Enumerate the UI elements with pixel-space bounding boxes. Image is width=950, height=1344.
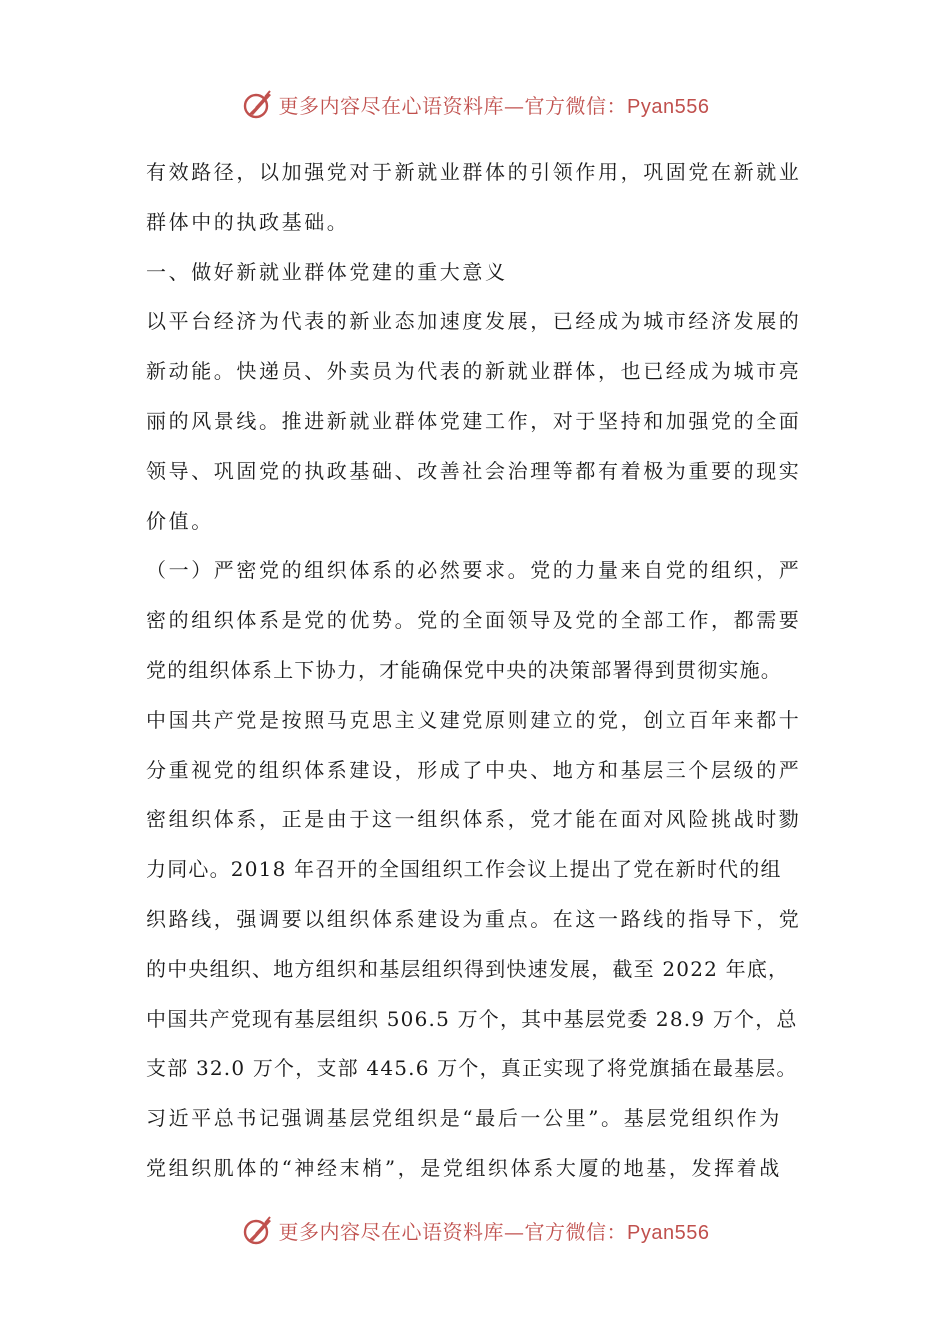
quill-pen-icon [241,87,275,121]
watermark-official: 官方微信： [524,1219,628,1244]
watermark-dash: — [504,93,525,118]
text-line: 丽的风景线。推进新就业群体党建工作，对于坚持和加强党的全面 [146,408,802,433]
watermark-text [279,1216,710,1245]
text-line: 织路线，强调要以组织体系建设为重点。在这一路线的指导下，党 [146,906,802,931]
watermark-brand: 更多内容尽在心语资料库 [278,1219,505,1244]
text-line: 党组织肌体的“神经末梢”，是党组织体系大厦的地基，发挥着战 [146,1155,782,1180]
watermark-handle: Pyan556 [627,95,710,118]
quill-pen-icon [241,1213,275,1247]
subsection-heading-line: （一）严密党的组织体系的必然要求。党的力量来自党的组织，严 [146,558,802,583]
text-line: 支部 32.0 万个，支部 445.6 万个，真正实现了将党旗插在最基层。 [146,1056,798,1081]
text-line: 密组织体系，正是由于这一组织体系，党才能在面对风险挑战时勠 [146,807,802,832]
footer-watermark-banner [0,1210,950,1250]
text-line: 中国共产党是按照马克思主义建党原则建立的党，创立百年来都十 [146,707,802,732]
document-body [146,148,826,1194]
watermark-dash: — [504,1219,525,1244]
watermark-handle: Pyan556 [627,1221,710,1244]
text-line: 有效路径，以加强党对于新就业群体的引领作用，巩固党在新就业 [146,160,802,184]
watermark-brand: 更多内容尽在心语资料库 [278,93,505,118]
text-line: 力同心。2018 年召开的全国组织工作会议上提出了党在新时代的组 [146,857,782,882]
text-line: 中国共产党现有基层组织 506.5 万个，其中基层党委 28.9 万个，总 [146,1006,798,1031]
text-line: 的中央组织、地方组织和基层组织得到快速发展，截至 2022 年底， [146,956,790,981]
text-line: 分重视党的组织体系建设，形成了中央、地方和基层三个层级的严 [146,757,802,782]
text-line: 习近平总书记强调基层党组织是“最后一公里”。基层党组织作为 [146,1106,782,1131]
header-watermark-banner [0,84,950,124]
watermark-text [279,90,710,119]
section-heading: 一、做好新就业群体党建的重大意义 [146,259,508,284]
text-line: 以平台经济为代表的新业态加速度发展，已经成为城市经济发展的 [146,309,802,334]
text-line: 新动能。快递员、外卖员为代表的新就业群体，也已经成为城市亮 [146,359,802,384]
text-line: 群体中的执政基础。 [146,209,350,234]
text-line: 密的组织体系是党的优势。党的全面领导及党的全部工作，都需要 [146,608,802,633]
text-line: 党的组织体系上下协力，才能确保党中央的决策部署得到贯彻实施。 [146,657,782,682]
text-line: 价值。 [146,508,214,533]
watermark-official: 官方微信： [524,93,628,118]
text-line: 领导、巩固党的执政基础、改善社会治理等都有着极为重要的现实 [146,458,802,483]
